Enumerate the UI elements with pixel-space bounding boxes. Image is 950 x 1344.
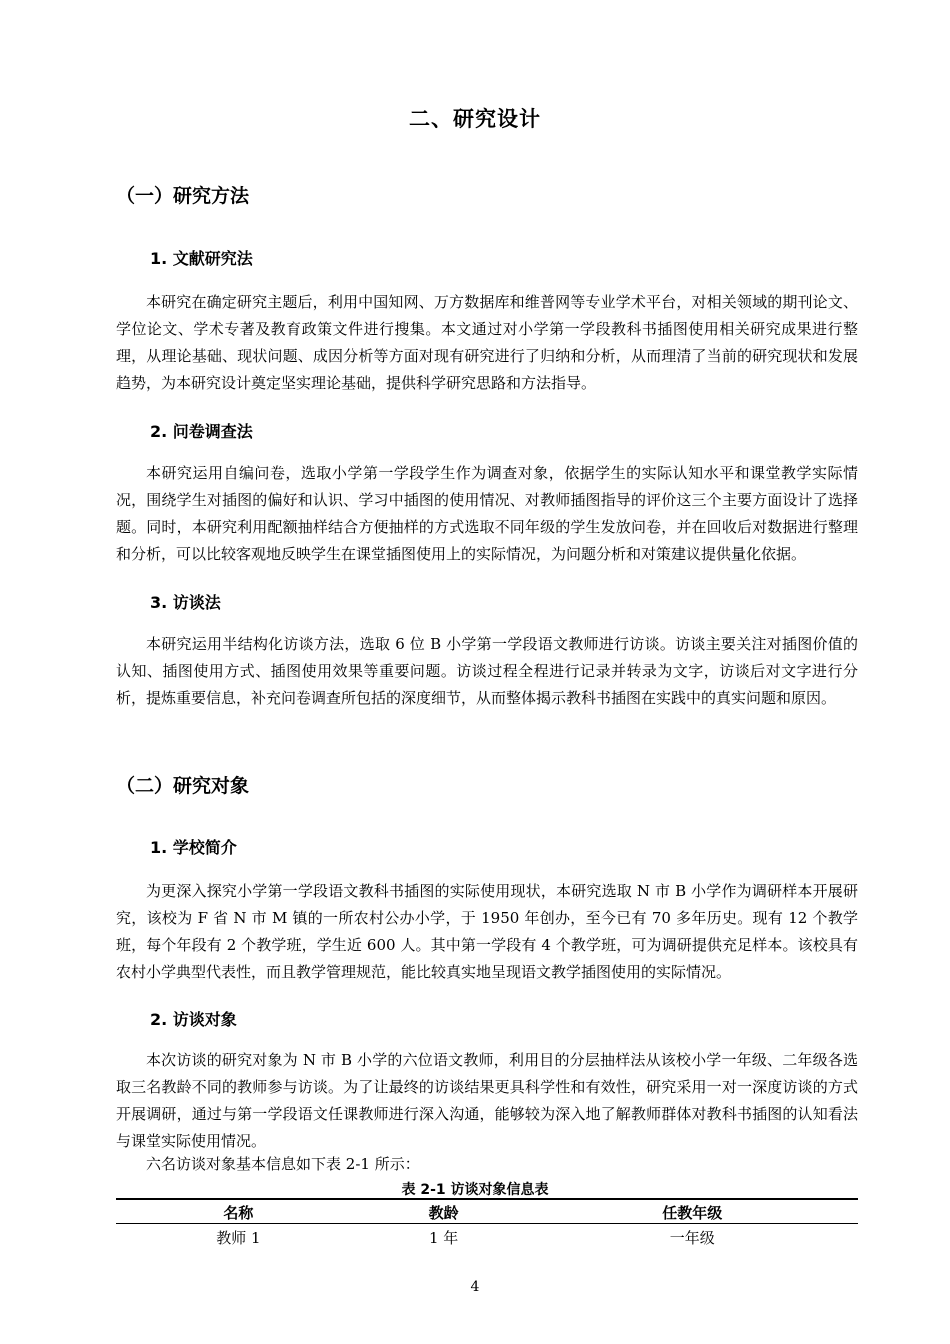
table-cell-teaching-years: 1 年 xyxy=(428,1229,459,1247)
interviewee-info-table xyxy=(116,1198,858,1251)
subsection-heading-literature: 1. 文献研究法 xyxy=(150,249,253,268)
column-header-grade: 任教年级 xyxy=(527,1199,859,1224)
paragraph-literature: 本研究在确定研究主题后，利用中国知网、万方数据库和维普网等专业学术平台，对相关领域的期刊论文、学位论文、学术专著及教育政策文件进行搜集。本文通过对小学第一学段教科书插图使用相关研究成果进行整理，从理论基础、现状问题、成因分析等方面对现有研究进行了归纳和分析，从而理清了当前的研究现状和发展趋势，为本研究设计奠定坚实理论基础，提供科学研究思路和方法指导。 xyxy=(116,293,858,392)
paragraph-school: 为更深入探究小学第一学段语文教科书插图的实际使用现状，本研究选取 N 市 B 小学作为调研样本开展研究，该校为 F 省 N 市 M 镇的一所农村公办小学，于 1950 年创办，至今已有 70 多年历史。现有 12 个教学班，每个年段有 2 个教学班，学生近 600 人。其中第一学段有 4 个教学班，可为调研提供充足样本。该校具有农村小学典型代表性，而且教学管理规范，能比较真实地呈现语文教学插图使用的实际情况。 xyxy=(116,882,858,981)
subsection-heading-questionnaire: 2. 问卷调查法 xyxy=(150,422,253,441)
chapter-title: 二、研究设计 xyxy=(409,107,541,131)
table-caption: 表 2-1 访谈对象信息表 xyxy=(401,1182,549,1198)
subsection-heading-school: 1. 学校简介 xyxy=(150,838,237,857)
subsection-heading-interview: 3. 访谈法 xyxy=(150,593,221,612)
paragraph-interview: 本研究运用半结构化访谈方法，选取 6 位 B 小学第一学段语文教师进行访谈。访谈主要关注对插图价值的认知、插图使用方式、插图使用效果等重要问题。访谈过程全程进行记录并转录为文字，访谈后对文字进行分析，提炼重要信息，补充问卷调查所包括的深度细节，从而整体揭示教科书插图在实践中的真实问题和原因。 xyxy=(116,635,858,707)
section-heading-methods: （一）研究方法 xyxy=(116,185,250,207)
subsection-heading-interviewees: 2. 访谈对象 xyxy=(150,1010,237,1029)
paragraph-table-intro: 六名访谈对象基本信息如下表 2-1 所示： xyxy=(146,1155,420,1173)
column-header-teaching-years: 教龄 xyxy=(361,1199,527,1224)
table-row xyxy=(116,1224,858,1252)
table-cell-name: 教师 1 xyxy=(216,1229,261,1247)
paragraph-questionnaire: 本研究运用自编问卷，选取小学第一学段学生作为调查对象，依据学生的实际认知水平和课堂教学实际情况，围绕学生对插图的偏好和认识、学习中插图的使用情况、对教师插图指导的评价这三个主要方面设计了选择题。同时，本研究利用配额抽样结合方便抽样的方式选取不同年级的学生发放问卷，并在回收后对数据进行整理和分析，可以比较客观地反映学生在课堂插图使用上的实际情况，为问题分析和对策建议提供量化依据。 xyxy=(116,464,858,563)
paragraph-interviewees: 本次访谈的研究对象为 N 市 B 小学的六位语文教师，利用目的分层抽样法从该校小学一年级、二年级各选取三名教龄不同的教师参与访谈。为了让最终的访谈结果更具科学性和有效性，研究采用一对一深度访谈的方式开展调研，通过与第一学段语文任课教师进行深入沟通，能够较为深入地了解教师群体对教科书插图的认知看法与课堂实际使用情况。 xyxy=(116,1051,858,1150)
table-cell-grade: 一年级 xyxy=(669,1229,715,1247)
table-header-row xyxy=(116,1199,858,1224)
column-header-name: 名称 xyxy=(116,1199,361,1224)
section-heading-subjects: （二）研究对象 xyxy=(116,775,250,797)
page-number: 4 xyxy=(470,1279,480,1295)
